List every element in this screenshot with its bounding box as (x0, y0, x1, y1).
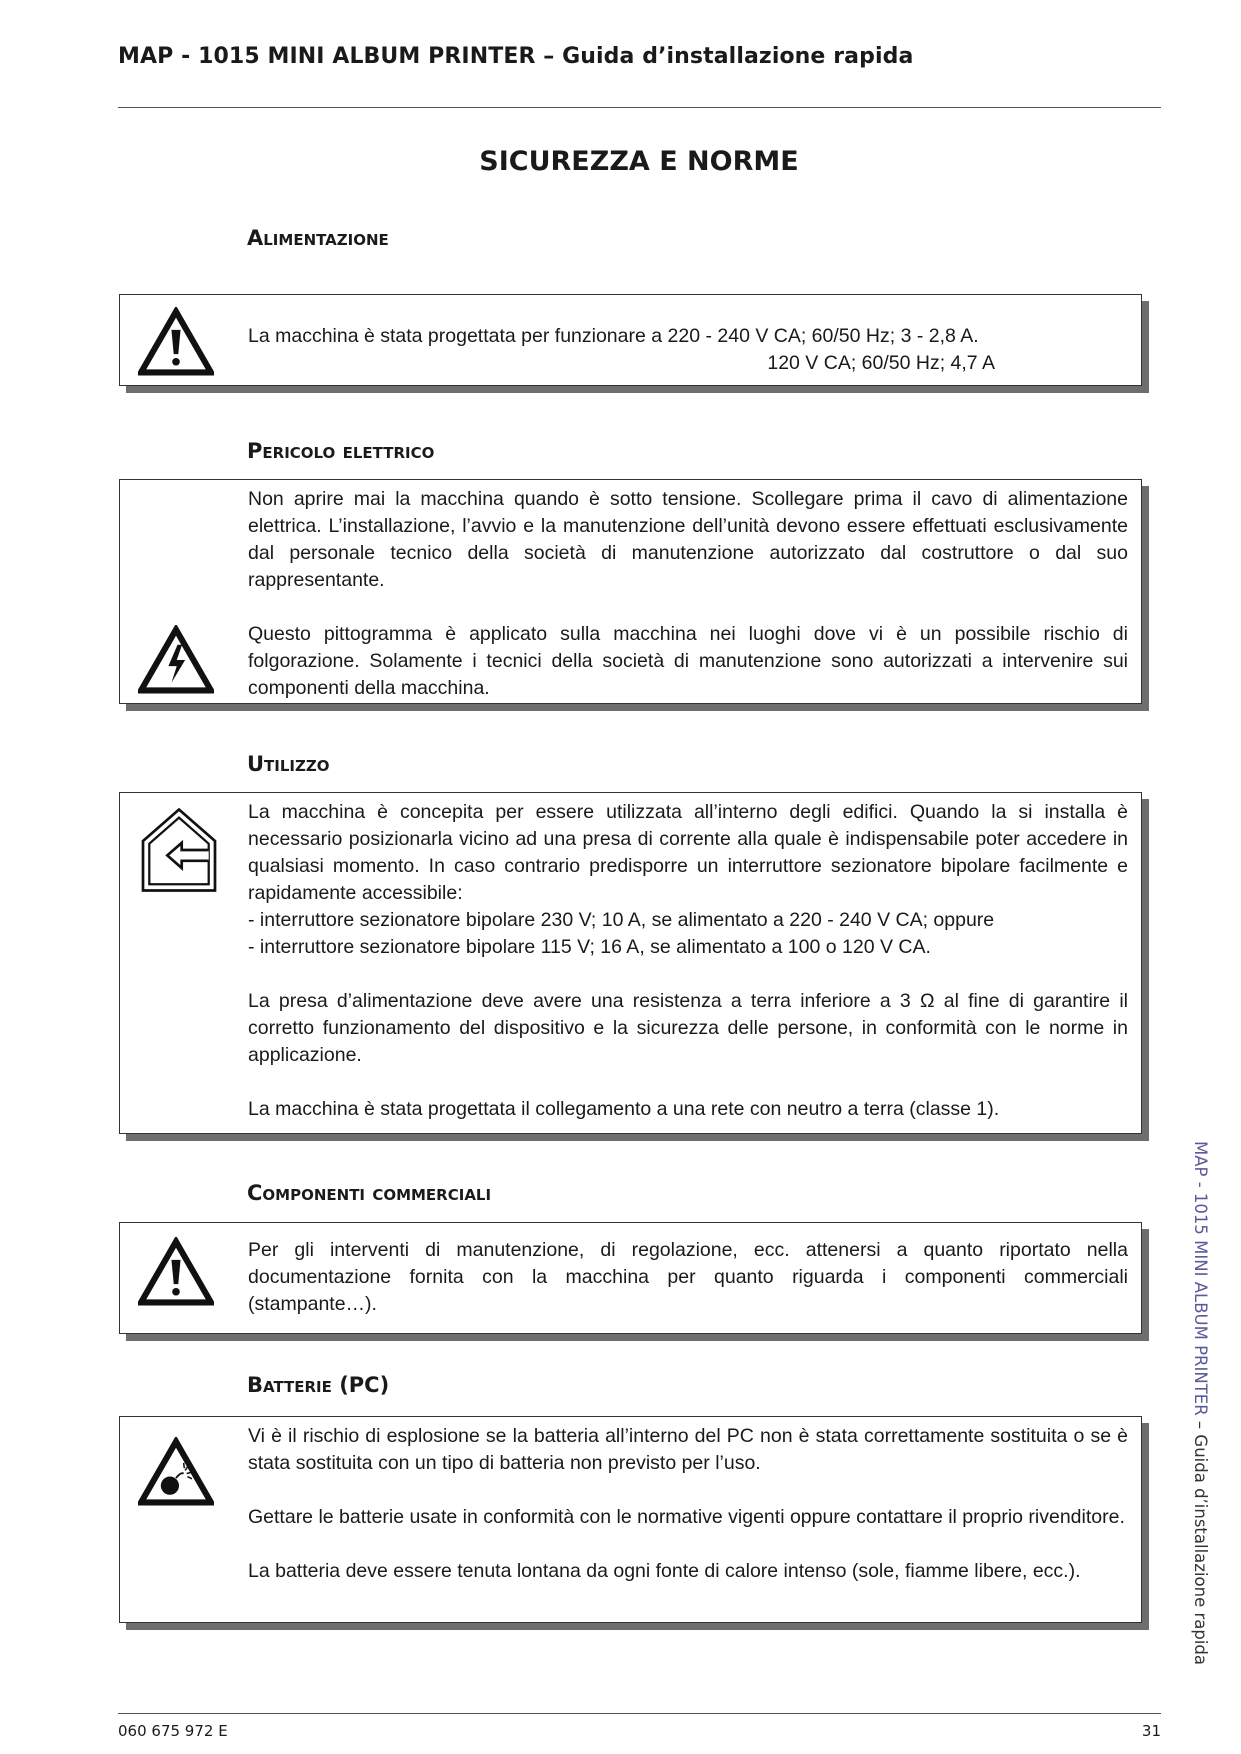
document-code: 060 675 972 E (118, 1722, 228, 1740)
section-text (248, 323, 1128, 377)
explosion-hazard-icon (138, 1437, 214, 1507)
section-box-utilizzo (119, 792, 1142, 1134)
paragraph: - interruttore sezionatore bipolare 230 V; 10 A, se alimentato a 220 - 240 V CA; oppure (248, 909, 995, 931)
section-heading-alimentazione: Alimentazione (247, 226, 389, 250)
paragraph: La macchina è stata progettata il collegamento a una rete con neutro a terra (classe 1). (248, 1098, 1000, 1120)
section-heading-pericolo-elettrico: Pericolo elettrico (247, 439, 435, 463)
electric-hazard-icon (138, 625, 214, 695)
paragraph: Vi è il rischio di esplosione se la batteria all’interno del PC non è stata correttamente sostituita o se è stata sostituita con un tipo di batteria non previsto per l’uso. (248, 1425, 1128, 1474)
paragraph: La batteria deve essere tenuta lontana da ogni fonte di calore intenso (sole, fiamme libere, ecc.). (248, 1560, 1081, 1582)
section-box-alimentazione (119, 294, 1142, 386)
side-label-guide: – Guida d’installazione rapida (1191, 1415, 1210, 1666)
paragraph: La macchina è stata progettata per funzionare a 220 - 240 V CA; 60/50 Hz; 3 - 2,8 A. (248, 325, 979, 347)
footer-divider (118, 1713, 1161, 1714)
section-text (248, 1423, 1128, 1585)
side-label (1191, 1141, 1210, 1665)
section-heading-componenti-commerciali: Componenti commerciali (247, 1181, 492, 1205)
warning-icon (138, 1237, 214, 1307)
header-divider (118, 107, 1161, 108)
paragraph: La presa d’alimentazione deve avere una resistenza a terra inferiore a 3 Ω al fine di garantire il corretto funzionamento del dispositivo e la sicurezza delle persone, in conformità con le norme in applicazione. (248, 990, 1128, 1066)
paragraph: La macchina è concepita per essere utilizzata all’interno degli edifici. Quando la si installa è necessario posizionarla vicino ad una presa di corrente alla quale è indispensabile poter accedere in qualsiasi momento. In caso contrario predisporre un interruttore sezionatore bipolare facilmente e rapidamente accessibile: (248, 801, 1128, 904)
paragraph: Non aprire mai la macchina quando è sotto tensione. Scollegare prima il cavo di alimentazione elettrica. L’installazione, l’avvio e la manutenzione dell’unità devono essere effettuati esclusivamente dal personale tecnico della società di manutenzione autorizzato dal costruttore o dal suo rappresentante. (248, 488, 1128, 591)
section-text (248, 1237, 1128, 1318)
section-text (248, 799, 1128, 1123)
section-heading-batterie: Batterie (PC) (247, 1373, 390, 1397)
section-box-pericolo-elettrico (119, 479, 1142, 704)
section-box-componenti-commerciali (119, 1222, 1142, 1334)
paragraph: Gettare le batterie usate in conformità con le normative vigenti oppure contattare il proprio rivenditore. (248, 1506, 1125, 1528)
section-text (248, 486, 1128, 702)
section-box-batterie (119, 1416, 1142, 1623)
warning-icon (138, 307, 214, 377)
indoor-use-icon (138, 805, 220, 895)
paragraph: - interruttore sezionatore bipolare 115 V; 16 A, se alimentato a 100 o 120 V CA. (248, 936, 931, 958)
side-label-product: MAP - 1015 MINI ALBUM PRINTER (1191, 1141, 1210, 1416)
document-header: MAP - 1015 MINI ALBUM PRINTER – Guida d’installazione rapida (118, 44, 914, 69)
page-title: SICUREZZA E NORME (479, 146, 799, 177)
paragraph: 120 V CA; 60/50 Hz; 4,7 A (767, 352, 995, 374)
paragraph: Questo pittogramma è applicato sulla macchina nei luoghi dove vi è un possibile rischio di folgorazione. Solamente i tecnici della società di manutenzione sono autorizzati a intervenire sui componenti della macchina. (248, 623, 1128, 699)
page-number: 31 (1141, 1722, 1161, 1740)
paragraph: Per gli interventi di manutenzione, di regolazione, ecc. attenersi a quanto riportato nella documentazione fornita con la macchina per quanto riguarda i componenti commerciali (stampante…). (248, 1239, 1128, 1315)
section-heading-utilizzo: Utilizzo (247, 752, 330, 776)
